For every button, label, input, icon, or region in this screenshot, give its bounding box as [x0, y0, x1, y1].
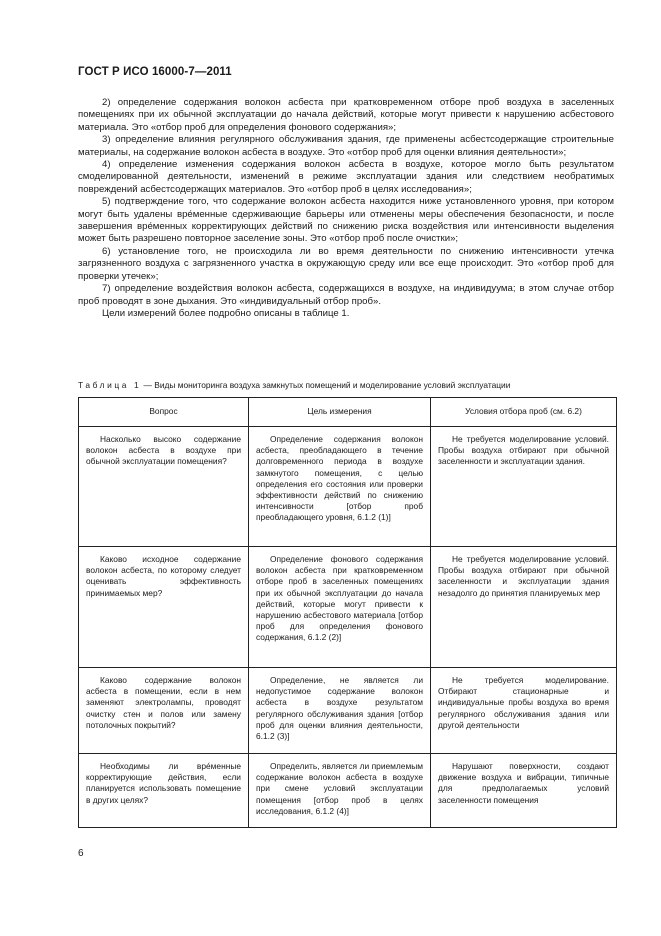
- column-header: Вопрос: [79, 398, 249, 427]
- table-cell: Определить, является ли приемлемым содержание волокон асбеста в воздухе при смене условий эксплуатации помещения [отбор проб в целях исследования, 6.1.2 (4)]: [249, 754, 431, 828]
- table-cell: Определение фонового содержания волокон асбеста при кратковременном отборе проб в заселенных помещениях при их обычной эксплуатации до начала действий, которые могут привести к нарушению асбестового материала [отбор проб для определения фонового содержания, 6.1.2 (2)]: [249, 547, 431, 668]
- table-caption: [78, 380, 618, 390]
- monitoring-table: [78, 397, 617, 828]
- table-cell: Насколько высоко содержание волокон асбеста в воздухе при обычной эксплуатации помещения?: [79, 427, 249, 547]
- paragraph: 4) определение изменения содержания волокон асбеста в воздухе, которое могло быть результатом смоделированной деятельности, изменений в режиме эксплуатации здания или следствием необратимых повреждений асбестсодержащих материалов. Это «отбор проб в целях исследования»;: [78, 159, 614, 195]
- table-row: [79, 754, 617, 828]
- table-cell: Определение, не является ли недопустимое содержание волокон асбеста в воздухе результатом регулярного обслуживания здания [отбор проб для оценки влияния деятельности, 6.1.2 (3)]: [249, 668, 431, 754]
- column-header: Условия отбора проб (см. 6.2): [431, 398, 617, 427]
- table-row: [79, 668, 617, 754]
- paragraph: 2) определение содержания волокон асбеста при кратковременном отборе проб воздуха в заселенных помещениях при их обычной эксплуатации до начала действий, которые могут привести к нарушению асбестового материала. Это «отбор проб для определения фонового содержания»;: [78, 97, 614, 133]
- paragraph: 5) подтверждение того, что содержание волокон асбеста находится ниже установленного уровня, при котором могут быть удалены вре́менные сдерживающие барьеры или отменены меры обеспечения безопасности, и после завершения вре́менных корректирующих действий по снижению риска воздействия или интенсивности выделения может быть разрешено повторное заселение зоны. Это «отбор проб после очистки»;: [78, 196, 614, 245]
- table-cell: Каково исходное содержание волокон асбеста, по которому следует оценивать эффективность принимаемых мер?: [79, 547, 249, 668]
- table-caption-lead: Таблица 1: [78, 380, 142, 390]
- table-cell: Не требуется моделирование. Отбирают стационарные и индивидуальные пробы воздуха во время регулярного обслуживания здания или другой деятельности: [431, 668, 617, 754]
- table-header-row: [79, 398, 617, 427]
- table-caption-text: — Виды мониторинга воздуха замкнутых помещений и моделирование условий эксплуатации: [141, 380, 511, 390]
- column-header: Цель измерения: [249, 398, 431, 427]
- document-header: ГОСТ Р ИСО 16000-7—2011: [78, 66, 232, 78]
- table-cell: Нарушают поверхности, создают движение воздуха и вибрации, типичные для предполагаемых условий заселенности помещения: [431, 754, 617, 828]
- paragraph: Цели измерений более подробно описаны в таблице 1.: [102, 307, 350, 319]
- body-text: [78, 97, 614, 320]
- table-cell: Каково содержание волокон асбеста в помещении, если в нем заменяют электролампы, проводят очистку стен и полов или замену потолочных покрытий?: [79, 668, 249, 754]
- paragraph: 3) определение влияния регулярного обслуживания здания, где применены асбестсодержащие строительные материалы, на содержание волокон асбеста в воздухе. Это «отбор проб для оценки влияния деятельности»;: [78, 134, 614, 158]
- table-cell: Не требуется моделирование условий. Пробы воздуха отбирают при обычной заселенности и эксплуатации здания.: [431, 427, 617, 547]
- page-number: 6: [78, 848, 84, 859]
- table-cell: Определение содержания волокон асбеста, преобладающего в течение долговременного периода в воздухе замкнутого помещения, с целью определения его состояния или проверки эффективности действий по снижению интенсивности [отбор проб преобладающего уровня, 6.1.2 (1)]: [249, 427, 431, 547]
- table-cell: Не требуется моделирование условий. Пробы воздуха отбирают при обычной заселенности и эксплуатации здания незадолго до принятия планируемых мер: [431, 547, 617, 668]
- table-cell: Необходимы ли вре́менные корректирующие действия, если планируется использовать помещение в других целях?: [79, 754, 249, 828]
- paragraph: 6) установление того, не происходила ли во время деятельности по снижению интенсивности утечка загрязненного воздуха с загрязненного участка в окружающую среду или все еще происходит. Это «отбор проб для проверки утечек»;: [78, 245, 614, 282]
- paragraph: 7) определение воздействия волокон асбеста, содержащихся в воздухе, на индивидуума; в этом случае отбор проб проводят в зоне дыхания. Это «индивидуальный отбор проб».: [78, 283, 614, 307]
- table-row: [79, 427, 617, 547]
- table-row: [79, 547, 617, 668]
